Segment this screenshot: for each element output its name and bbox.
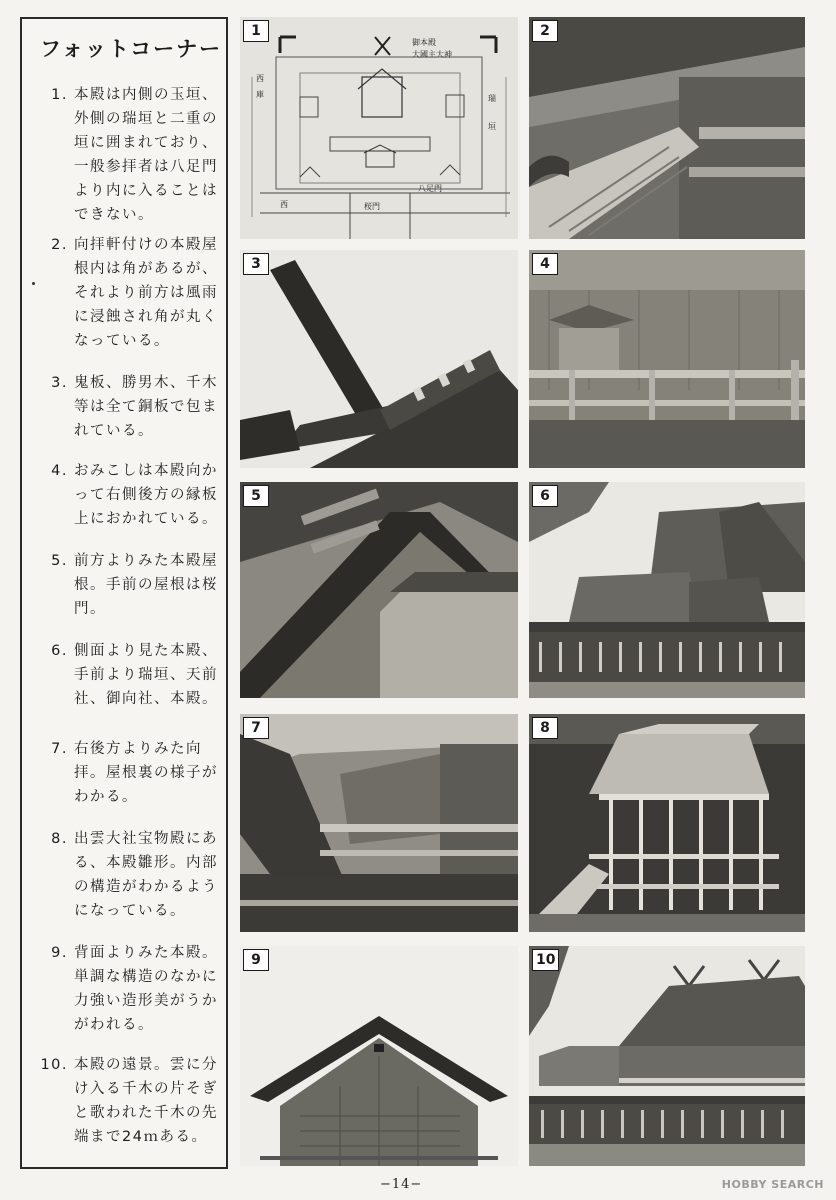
stray-dot <box>32 282 35 285</box>
photo-4-mikoshi <box>529 250 805 468</box>
caption-number: 5. <box>51 553 68 569</box>
caption-text: 本殿の遠景。雲に分け入る千木の片そぎと歌われた千木の先端まで24ｍある。 <box>74 1057 218 1145</box>
photo-2-stairs <box>529 17 805 239</box>
page-number: −14− <box>380 1177 423 1192</box>
photo-7-eaves <box>240 714 518 932</box>
photo-number-badge: 9 <box>243 949 269 971</box>
watermark: HOBBY SEARCH <box>721 1178 824 1191</box>
photo-number-badge: 3 <box>243 253 269 275</box>
roof-front-drawing <box>240 482 518 698</box>
photo-number-badge: 4 <box>532 253 558 275</box>
photo-number-badge: 10 <box>532 949 559 971</box>
caption-number: 3. <box>51 375 68 391</box>
photo-number-badge: 7 <box>243 717 269 739</box>
photo-5-roof-front <box>240 482 518 698</box>
photo-number-badge: 6 <box>532 485 558 507</box>
caption-number: 8. <box>51 831 68 847</box>
caption-text: 前方よりみた本殿屋根。手前の屋根は桜門。 <box>74 553 218 617</box>
map-label: 瑞 <box>488 94 496 103</box>
map-label: 御本殿 <box>412 38 436 47</box>
photo-number-badge: 8 <box>532 717 558 739</box>
caption-number: 10. <box>40 1057 68 1073</box>
caption-text: おみこしは本殿向かって右側後方の縁板上におかれている。 <box>74 463 218 527</box>
photo-3-chigi <box>240 250 518 468</box>
photo-8-model <box>529 714 805 932</box>
photo-number-badge: 1 <box>243 20 269 42</box>
site-map-drawing <box>240 17 518 239</box>
photo-9-back-gable <box>240 946 518 1166</box>
map-label: 西 <box>280 200 288 209</box>
map-label: 大國主大神 <box>412 50 452 59</box>
page-title: フォットコーナー <box>40 37 223 61</box>
map-label: 垣 <box>488 122 496 131</box>
caption-text: 鬼板、勝男木、千木等は全て銅板で包まれている。 <box>74 375 218 439</box>
caption-text: 側面より見た本殿、手前より瑞垣、天前社、御向社、本殿。 <box>74 643 218 707</box>
distant-drawing <box>529 946 805 1166</box>
photo-10-distant <box>529 946 805 1166</box>
caption-number: 7. <box>51 741 68 757</box>
caption-number: 6. <box>51 643 68 659</box>
map-label: 八足門 <box>418 184 442 193</box>
map-label: 桜門 <box>364 202 380 211</box>
caption-text: 向拝軒付けの本殿屋根内は角があるが、それより前方は風雨に浸蝕され角が丸くなっている。 <box>74 237 218 349</box>
caption-number: 1. <box>51 87 68 103</box>
back-gable-drawing <box>240 946 518 1166</box>
caption-text: 本殿は内側の玉垣、外側の瑞垣と二重の垣に囲まれており、一般参拝者は八足門より内に入ることはできない。 <box>74 87 218 223</box>
photo-number-badge: 2 <box>532 20 558 42</box>
caption-number: 2. <box>51 237 68 253</box>
chigi-drawing <box>240 250 518 468</box>
stairs-drawing <box>529 17 805 239</box>
model-drawing <box>529 714 805 932</box>
map-label: 西 <box>256 74 264 83</box>
photo-6-side-view <box>529 482 805 698</box>
caption-number: 4. <box>51 463 68 479</box>
eaves-drawing <box>240 714 518 932</box>
caption-text: 背面よりみた本殿。単調な構造のなかに力強い造形美がうかがわれる。 <box>74 945 218 1033</box>
mikoshi-drawing <box>529 250 805 468</box>
caption-text: 右後方よりみた向拝。屋根裏の様子がわかる。 <box>74 741 218 805</box>
photo-1-site-map <box>240 17 518 239</box>
caption-number: 9. <box>51 945 68 961</box>
photo-number-badge: 5 <box>243 485 269 507</box>
caption-box <box>20 17 228 1169</box>
side-view-drawing <box>529 482 805 698</box>
caption-text: 出雲大社宝物殿にある、本殿雛形。内部の構造がわかるようになっている。 <box>74 831 218 919</box>
map-label: 庫 <box>256 90 264 99</box>
